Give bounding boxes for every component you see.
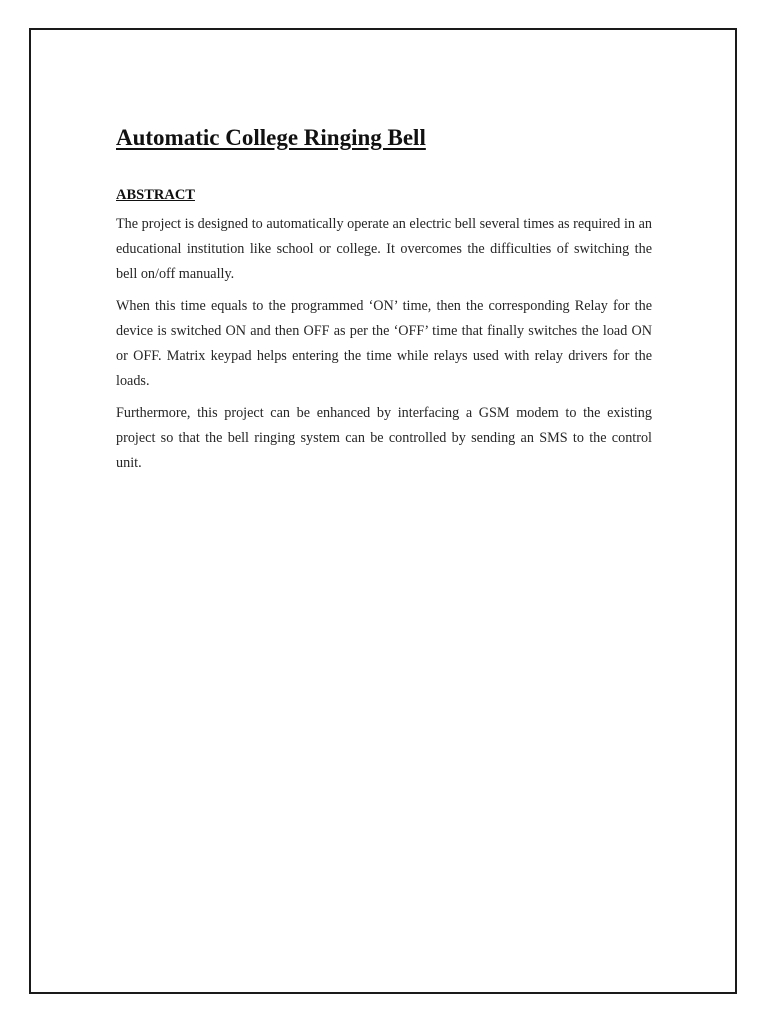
- abstract-paragraph-2: When this time equals to the programmed ‘ON’ time, then the corresponding Relay for the device is switched ON and then OFF as per the ‘OFF’ time that finally switches the load ON or OFF. Matrix keypad helps entering the time while relays used with relay drivers for the loads.: [116, 298, 652, 389]
- document-title: Automatic College Ringing Bell: [116, 125, 426, 150]
- abstract-heading: ABSTRACT: [116, 187, 195, 203]
- page-content: [116, 120, 652, 476]
- abstract-paragraph-3: Furthermore, this project can be enhanced by interfacing a GSM modem to the existing project so that the bell ringing system can be controlled by sending an SMS to the control unit.: [116, 405, 652, 471]
- abstract-paragraph-1: The project is designed to automatically operate an electric bell several times as required in an educational institution like school or college. It overcomes the difficulties of switching the bell on/off manually.: [116, 216, 652, 282]
